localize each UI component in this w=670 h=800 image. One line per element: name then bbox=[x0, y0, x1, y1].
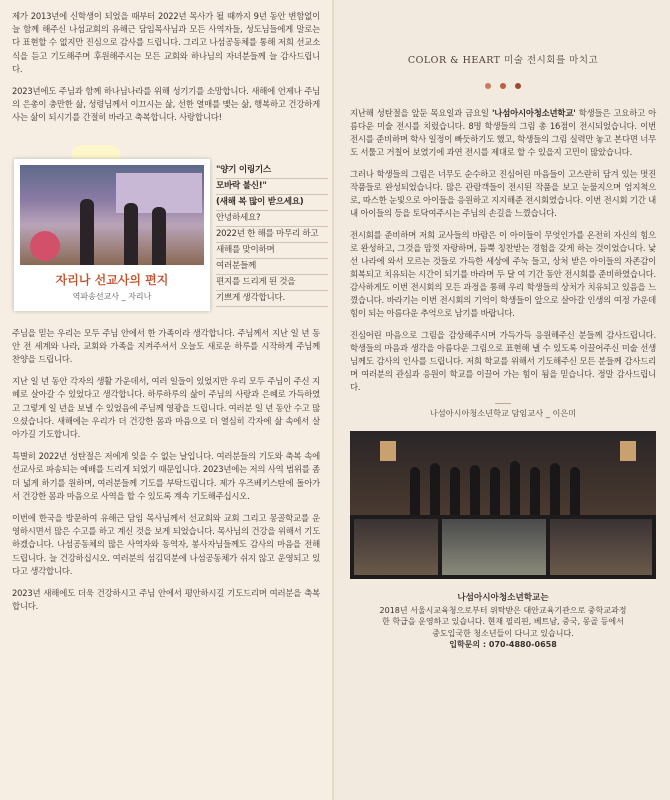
exhibition-paragraph-4: 진심어린 마음으로 그림을 감상해주시며 가득가득 응원해주신 분들께 감사드립니다. 학생들의 마음과 생각을 아름다운 그림으로 표현해 낼 수 있도록 이끌어주신 미술 선생님께도 감사의 인사를 드립니다. 저희 학교를 위해서 기도해주신 모든 분들께 감사드리며 여러분의 관심과 응원이 학교를 이끌어 가는 힘이 됨을 믿습니다. 정말 감사드립니다. bbox=[350, 330, 656, 392]
gallery-photo bbox=[550, 519, 652, 575]
exhibition-paragraph-3: 전시회를 준비하며 저희 교사들의 바람은 이 아이들이 무엇인가를 온전히 자신의 힘으로 완성하고, 그것을 맘껏 자랑하며, 듬뿍 칭찬받는 경험을 갖게 하는 것이었습니다. 낯선 나라에 와서 모르는 것들로 가득한 세상에 주눅 들고, 상처 받은 아이들의 자존감이 회복되고 치유되는 시간이 되기를 바라며 두 달 여 기간 동안 전시회를 준비하였습니다. 감사하게도 이번 전시회의 모든 과정을 통해 우리 학생들의 상처가 치유되고 있음을 느꼈습니다. 바라기는 이번 전시회의 기억이 학생들이 앞으로 살아갈 인생의 여정 가운데 힘이 되는 아름다운 추억으로 남기를 바랍니다. bbox=[350, 230, 656, 318]
letter-paragraph-2: 2023년에도 주님과 함께 하나님나라를 위해 성기기를 소망합니다. 새해에 언제나 주님의 은총이 충만한 삶, 성령님께서 이끄시는 삶, 선한 열매를 맺는 삶, 행복하고 건강하게 사는 삶이 되시기를 간절히 바라고 축복합니다. 사랑합니다! bbox=[12, 86, 320, 123]
letter-paragraph-5: 특별히 2022년 성탄절은 저에게 잊을 수 없는 날입니다. 여러분들의 기도와 축복 속에 선교사로 파송되는 예배를 드리게 되었기 때문입니다. 2023년에는 저의 사역 범위를 좀 더 넓게 하기를 원하며, 여러분들께 기도를 부탁드립니다. 제가 우즈베키스탄에 돌아가서 건강한 몸과 마음으로 사역을 할 수 있도록 계속 기도해주십시오. bbox=[12, 451, 320, 501]
gallery-photo bbox=[354, 519, 438, 575]
photo-person bbox=[470, 465, 480, 515]
letter-card bbox=[12, 159, 320, 317]
admission-contact: 입학문의 : 070-4880-0658 bbox=[449, 640, 557, 650]
school-highlight: '나섬아시아청소년학교' bbox=[491, 108, 576, 118]
photo-person bbox=[80, 199, 94, 265]
school-description: 2018년 서울시교육청으로부터 위탁받은 대안교육기관으로 중학교과정 bbox=[379, 605, 627, 615]
paragraph-text: 지난해 성탄절을 앞둔 목요일과 금요일 bbox=[350, 108, 492, 118]
greeting-line: 2022년 한 해를 마무리 하고 bbox=[216, 227, 328, 243]
school-description: 한 학급을 운영하고 있습니다. 현재 필리핀, 베트남, 중국, 몽골 등에서 bbox=[382, 617, 624, 627]
photo-person bbox=[530, 467, 540, 515]
exhibition-photos bbox=[350, 431, 656, 579]
exhibition-paragraph-2: 그러나 학생들의 그림은 너무도 순수하고 진심어린 마음들이 고스란히 담겨 있는 멋진 작품들로 완성되었습니다. 많은 관람객들이 전시된 작품을 보고 눈물지으며 엄지척으로, 따스한 눈빛으로 아이들을 응원하고 지지해준 전시회였습니다. 이번 전시회 기간 내내 아이들의 등을 토닥여주시는 주님의 손길을 느꼈습니다. bbox=[350, 169, 656, 218]
letter-column bbox=[0, 0, 332, 800]
greeting-line: 새해를 맞이하며 bbox=[216, 243, 328, 259]
photo-person bbox=[490, 467, 500, 515]
letter-paragraph-1: 제가 2013년에 신학생이 되었을 때부터 2022년 목사가 될 때까지 9년 동안 변함없이 늘 함께 해주신 나섬교회의 유해근 담임목사님과 모든 사역자들, 성도님들에게 말로는 다 표현할 수 없지만 진심으로 감사를 드립니다. 그리고 나섬공동체를 통해 저희 선교소식을 듣고 기도해주며 후원해주시는 모든 교회와 하나님의 자녀분들께 늘 감사드립니다. bbox=[12, 11, 320, 74]
greeting-line: (새해 복 많이 받으세요) bbox=[216, 195, 328, 211]
heading-dots bbox=[350, 74, 656, 93]
greeting-line: 모바락 불신!" bbox=[216, 179, 328, 195]
letter-paragraph-4: 지난 일 년 동안 각자의 생활 가운데서, 여러 일들이 있었지만 우리 모두 주님이 주신 지혜로 살아갈 수 있었다고 생각합니다. 하루하루의 삶이 주님의 사랑과 은혜로 가득하였고 그렇게 일 년을 보낼 수 있었음에 주님께 영광을 드립니다. 여러분 일 년 동안 수고 많으셨습니다. 새해에는 우리가 더 건강한 몸과 마음으로 더 열심히 각자에 삶 속에서 살아가길 기도합니다. bbox=[12, 376, 320, 440]
greeting-line: 안녕하세요? bbox=[216, 211, 328, 227]
exhibition-column bbox=[334, 0, 670, 800]
photo-person bbox=[510, 461, 520, 515]
gallery-photo bbox=[442, 519, 546, 575]
photo-person bbox=[430, 463, 440, 515]
school-description: 중도입국한 청소년들이 다니고 있습니다. bbox=[432, 628, 574, 638]
letter-paragraph-3: 주님을 믿는 우리는 모두 주님 안에서 한 가족이라 생각합니다. 주님께서 지난 일 년 동안 전 세계와 나라, 교회와 가족을 지켜주셔서 오늘도 새로운 하루를 시작하게 주님께 찬양을 드립니다. bbox=[12, 327, 320, 365]
painting-frame bbox=[380, 441, 396, 461]
photo-person bbox=[410, 467, 420, 515]
photo-person bbox=[570, 467, 580, 515]
school-info bbox=[350, 593, 656, 651]
commissioning-photo bbox=[20, 165, 204, 265]
teacher-signature: 나섬아시아청소년학교 담임교사 _ 이은미 bbox=[429, 408, 577, 418]
greeting-line: "양기 이링기스 bbox=[216, 163, 328, 179]
greeting-line: 여러분들께 bbox=[216, 259, 328, 275]
photo-person bbox=[124, 203, 138, 265]
letter-paragraph-6: 이번에 한국을 방문하여 유해근 담임 목사님께서 선교회와 교회 그리고 몽골학교를 운영하시면서 많은 수고를 하고 계신 것을 보게 되었습니다. 목사님의 건강을 위해서 기도하겠습니다. 나섬공동체의 많은 사역자와 동역자, 봉사자님들께도 감사의 마음을 전해드립니다. 늘 건강하십시오. 여러분의 섬김덕분에 나섬공동체가 쉬지 않고 운영되고 있다고 생각합니다. bbox=[12, 513, 320, 576]
exhibition-paragraph-1 bbox=[350, 107, 656, 159]
group-photo bbox=[350, 431, 656, 515]
letter-title: 자리나 선교사의 편지 bbox=[55, 272, 169, 287]
photo-person bbox=[550, 463, 560, 515]
letter-photo-frame bbox=[14, 159, 210, 311]
dot-icon bbox=[485, 83, 491, 89]
photo-flowers bbox=[30, 231, 60, 261]
dot-icon bbox=[515, 83, 521, 89]
greeting-line: 편지를 드리게 된 것을 bbox=[216, 275, 328, 291]
greeting-line: 기쁘게 생각합니다. bbox=[216, 291, 328, 307]
paragraph-text: 학생들은 고요하고 아름다운 미술 전시를 치렀습니다. 8명 학생들의 그림 총 16점이 전시되었습니다. 이번 전시를 준비하며 학사 일정이 빠듯하기도 했고, 학생들의 그림 실력만 놓고 본다면 너무도 서툴고 거칠어 보였기에 과연 전시를 제대로 할 수 있을지 고민이 많았습니다. bbox=[350, 108, 656, 157]
photo-person bbox=[450, 467, 460, 515]
dot-icon bbox=[500, 83, 506, 89]
letter-author: 역파송선교사 _ 자리나 bbox=[72, 291, 152, 301]
exhibition-heading: COLOR & HEART 미술 전시회를 마치고 bbox=[407, 55, 599, 66]
greeting-lines bbox=[216, 163, 328, 307]
letter-paragraph-7: 2023년 새해에도 더욱 건강하시고 주님 안에서 평안하시길 기도드리며 여러분을 축복합니다. bbox=[12, 588, 320, 612]
painting-frame bbox=[620, 441, 636, 461]
signature-rule bbox=[495, 403, 511, 404]
photo-person bbox=[152, 207, 166, 265]
school-name: 나섬아시아청소년학교는 bbox=[457, 593, 549, 603]
